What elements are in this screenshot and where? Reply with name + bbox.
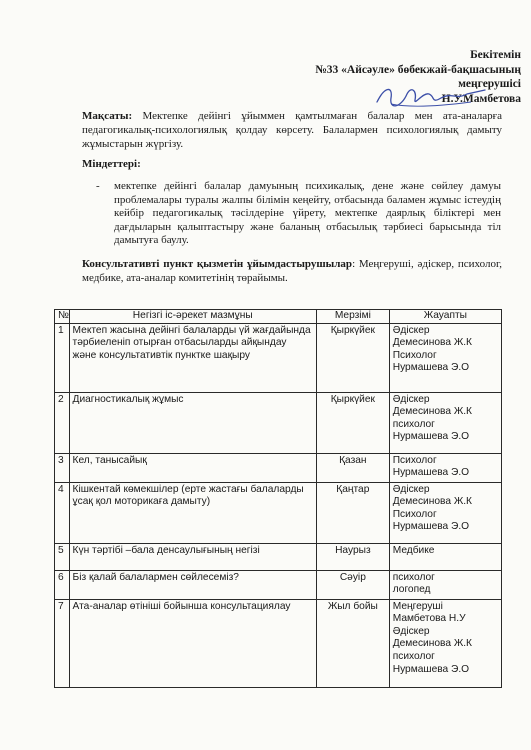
plan-table [54, 309, 502, 688]
responsible-cell [389, 599, 501, 687]
row-number: 7 [55, 599, 70, 687]
responsible-person: Нурмашева Э.О [392, 467, 470, 479]
activity-content: Біз қалай балалармен сөйлесеміз? [69, 570, 316, 599]
approval-line: меңгерушісі [458, 78, 521, 90]
approval-line: Н.У.Мамбетова [441, 92, 521, 105]
responsible-cell [389, 453, 501, 482]
responsible-person: Нурмашева Э.О [392, 521, 470, 533]
responsible-cell [389, 323, 501, 392]
activity-term: Жыл бойы [316, 599, 389, 687]
approval-block [271, 48, 521, 106]
responsible-person: психолог [392, 650, 435, 662]
task-text: мектепке дейінгі балалар дамуының психикалық, дене және сөйлеу дамуы проблемалары туралы жалпы білімін кеңейту, отбасында баламен жұмыс істеудің кейбір педагогикалық тәсілдеріне үйрету, мектепке даярлық біліктері мен дағдыларын қалыптастыру және баланың отбасылық тәрбиесі барысында тіл дамытуға баулу. [114, 180, 501, 247]
responsible-person: Нурмашева Э.О [392, 663, 470, 675]
activity-term: Қаңтар [316, 482, 389, 543]
responsible-person: Демесинова Ж.К [392, 406, 472, 418]
organizers-paragraph [82, 258, 502, 286]
responsible-person: Демесинова Ж.К [392, 337, 472, 349]
table-row [55, 392, 502, 453]
activity-content: Кел, танысайық [69, 453, 316, 482]
activity-content: Диагностикалық жұмыс [69, 392, 316, 453]
responsible-person: Нурмашева Э.О [392, 431, 470, 443]
responsible-person: Психолог [392, 349, 437, 361]
table-row [55, 570, 502, 599]
responsible-cell [389, 392, 501, 453]
column-header: Негізгі іс-әрекет мазмұны [69, 310, 316, 324]
tasks-list [96, 180, 501, 248]
activity-term: Қыркүйек [316, 392, 389, 453]
row-number: 4 [55, 482, 70, 543]
approval-line: №33 «Айсәуле» бөбекжай-бақшасының [315, 63, 521, 76]
responsible-person: Демесинова Ж.К [392, 638, 472, 650]
table-row [55, 453, 502, 482]
column-header: Мерзімі [316, 310, 389, 324]
table-row [55, 482, 502, 543]
responsible-person: Әдіскер [392, 625, 430, 637]
goal-label: Мақсаты: [82, 110, 133, 122]
responsible-person: Психолог [392, 508, 437, 520]
responsible-person: Әдіскер [392, 393, 430, 405]
goal-paragraph [82, 110, 502, 151]
row-number: 3 [55, 453, 70, 482]
responsible-cell [389, 570, 501, 599]
activity-term: Қыркүйек [316, 323, 389, 392]
row-number: 1 [55, 323, 70, 392]
activity-content: Ата-аналар өтініші бойынша консультациялау [69, 599, 316, 687]
dash-bullet-icon: - [96, 180, 100, 192]
activity-term: Наурыз [316, 543, 389, 570]
row-number: 6 [55, 570, 70, 599]
responsible-cell [389, 482, 501, 543]
tasks-label: Міндеттері: [82, 158, 141, 170]
table-row [55, 599, 502, 687]
activity-content: Кішкентай көмекшілер (ерте жастағы балаларды ұсақ қол моторикаға дамыту) [69, 482, 316, 543]
responsible-person: психолог [392, 571, 435, 583]
organizers-text: : Меңгеруші, әдіскер, психолог, медбике, ата-аналар комитетінің төрайымы. [82, 258, 502, 284]
responsible-person: логопед [392, 584, 431, 596]
responsible-person: Психолог [392, 454, 437, 466]
tasks-heading [82, 158, 502, 172]
responsible-cell [389, 543, 501, 570]
responsible-person: Мамбетова Н.У [392, 613, 466, 625]
table-row [55, 543, 502, 570]
row-number: 5 [55, 543, 70, 570]
organizers-label: Консультативті пункт қызметін ұйымдастырушылар [82, 258, 353, 270]
activity-term: Сәуір [316, 570, 389, 599]
table-row [55, 323, 502, 392]
column-header: № [55, 310, 70, 324]
responsible-person: психолог [392, 418, 435, 430]
responsible-person: Медбике [392, 544, 435, 556]
activity-term: Қазан [316, 453, 389, 482]
row-number: 2 [55, 392, 70, 453]
responsible-person: Әдіскер [392, 483, 430, 495]
activity-content: Мектеп жасына дейінгі балаларды үй жағдайында тәрбиеленіп отырған отбасыларды айқындау және консультативтік пунктке шақыру [69, 323, 316, 392]
responsible-person: Әдіскер [392, 324, 430, 336]
approval-line: Бекітемін [470, 49, 521, 61]
list-item [96, 180, 501, 248]
table-header-row [55, 310, 502, 324]
table-body [55, 323, 502, 687]
goal-text: Мектепке дейінгі ұйыммен қамтылмаған балалар мен ата-аналарға педагогикалық-психологиялық қолдау көрсету. Балалармен психологиялық дамыту жұмыстарын жүргізу. [82, 110, 502, 150]
responsible-person: Нурмашева Э.О [392, 362, 470, 374]
column-header: Жауапты [389, 310, 501, 324]
activity-content: Күн тәртібі –бала денсаулығының негізі [69, 543, 316, 570]
responsible-person: Меңгеруші [392, 600, 443, 612]
responsible-person: Демесинова Ж.К [392, 496, 472, 508]
